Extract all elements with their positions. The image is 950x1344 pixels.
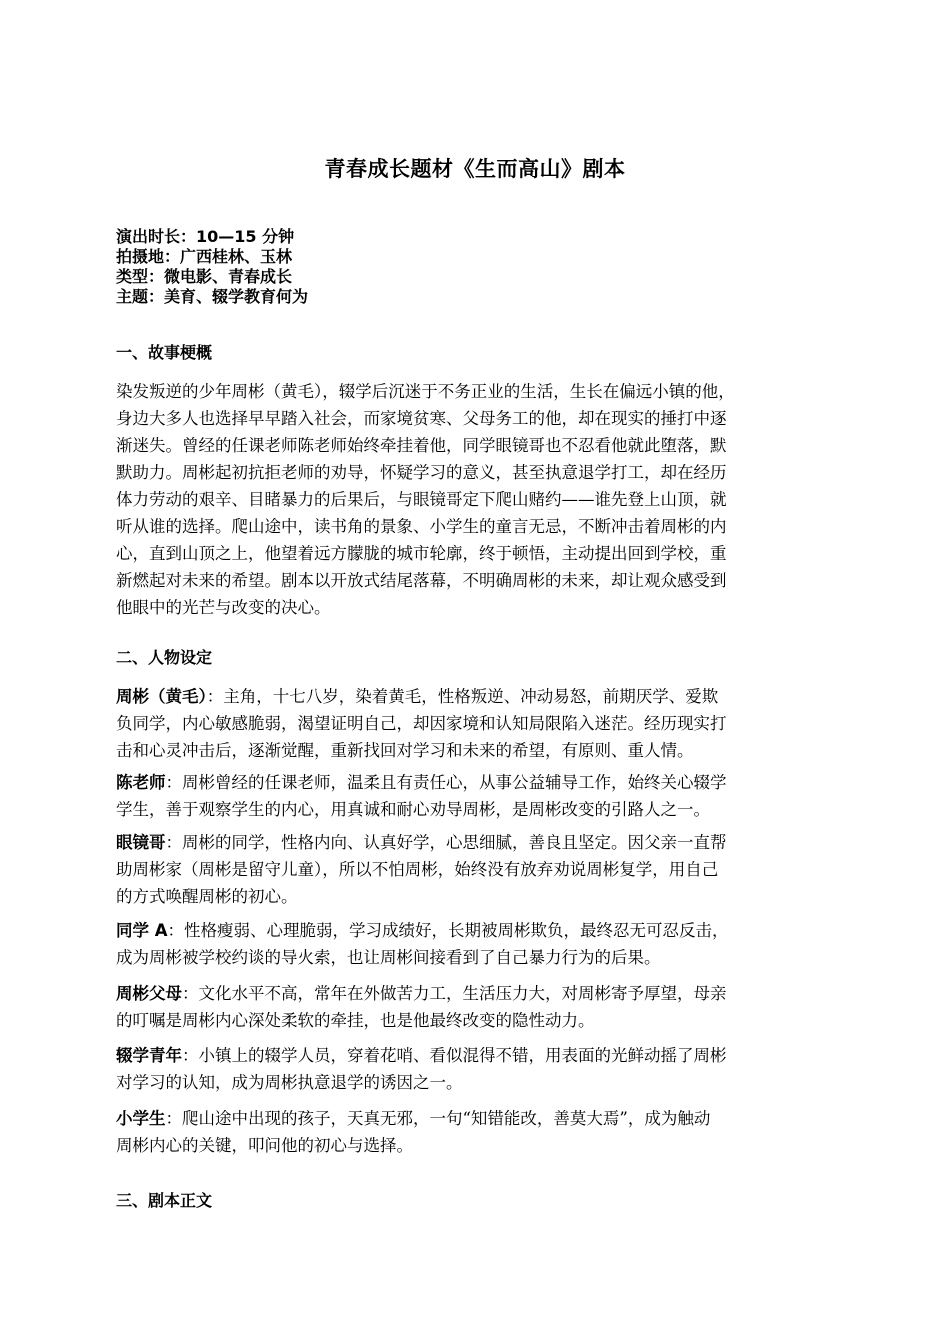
character-description: ：性格瘦弱、心理脆弱，学习成绩好，长期被周彬欺负，最终忍无可忍反击， bbox=[167, 921, 729, 940]
paragraph-line: 染发叛逆的少年周彬（黄毛），辍学后沉迷于不务正业的生活，生长在偏远小镇的他， bbox=[116, 382, 735, 401]
paragraph-line: 对学习的认知，成为周彬执意退学的诱因之一。 bbox=[116, 1073, 463, 1092]
paragraph-line: 听从谁的选择。爬山途中，读书角的景象、小学生的童言无忌，不断冲击着周彬的内 bbox=[116, 517, 727, 536]
character-description: ：文化水平不高，常年在外做苦力工，生活压力大，对周彬寄予厚望，母亲 bbox=[182, 984, 727, 1003]
paragraph-line: 负同学，内心敏感脆弱，渴望证明自己，却因家境和认知局限陷入迷茫。经历现实打 bbox=[116, 714, 727, 733]
character-description: ：周彬的同学，性格内向、认真好学，心思细腻，善良且坚定。因父亲一直帮 bbox=[165, 833, 727, 852]
paragraph-line bbox=[116, 1042, 836, 1069]
paragraph-line: 体力劳动的艰辛、目睹暴力的后果后，与眼镜哥定下爬山赌约——谁先登上山顶，就 bbox=[116, 490, 727, 509]
section-heading-script: 三、剧本正文 bbox=[116, 1191, 213, 1210]
paragraph-line bbox=[116, 1105, 836, 1132]
paragraph-line: 身边大多人也选择早早踏入社会，而家境贫寒、父母务工的他，却在现实的捶打中逐 bbox=[116, 409, 727, 428]
meta-info bbox=[116, 227, 308, 307]
character-description: ：爬山途中出现的孩子，天真无邪，一句“知错能改，善莫大焉”，成为触动 bbox=[165, 1109, 711, 1128]
paragraph-line: 默助力。周彬起初抗拒老师的劝导，怀疑学习的意义，甚至执意退学打工，却在经历 bbox=[116, 463, 727, 482]
paragraph-line: 学生，善于观察学生的内心，用真诚和耐心劝导周彬，是周彬改变的引路人之一。 bbox=[116, 800, 710, 819]
paragraph-line: 周彬内心的关键，叩问他的初心与选择。 bbox=[116, 1136, 413, 1155]
synopsis-paragraph bbox=[116, 378, 836, 621]
character-name: 周彬（黄毛） bbox=[116, 687, 207, 706]
character-name: 陈老师 bbox=[116, 773, 166, 792]
paragraph-line bbox=[116, 769, 836, 796]
paragraph-line: 的方式唤醒周彬的初心。 bbox=[116, 887, 298, 906]
character-name: 小学生 bbox=[116, 1109, 166, 1128]
meta-location: 拍摄地：广西桂林、玉林 bbox=[116, 247, 293, 266]
paragraph-line: 的叮嘱是周彬内心深处柔软的牵挂，也是他最终改变的隐性动力。 bbox=[116, 1011, 595, 1030]
paragraph-line bbox=[116, 917, 836, 944]
character-parents bbox=[116, 980, 836, 1034]
paragraph-line: 渐迷失。曾经的任课老师陈老师始终牵挂着他，同学眼镜哥也不忍看他就此堕落，默 bbox=[116, 436, 727, 455]
character-dropout-youth bbox=[116, 1042, 836, 1096]
character-classmate-a bbox=[116, 917, 836, 971]
character-glasses bbox=[116, 829, 836, 910]
character-description: ：周彬曾经的任课老师，温柔且有责任心，从事公益辅导工作，始终关心辍学 bbox=[165, 773, 727, 792]
paragraph-line: 新燃起对未来的希望。剧本以开放式结尾落幕，不明确周彬的未来，却让观众感受到 bbox=[116, 571, 727, 590]
character-description: ：主角，十七八岁，染着黄毛，性格叛逆、冲动易怒，前期厌学、爱欺 bbox=[206, 687, 719, 706]
character-teacher-chen bbox=[116, 769, 836, 823]
paragraph-line bbox=[116, 829, 836, 856]
character-name: 同学 A bbox=[116, 921, 168, 940]
meta-theme: 主题：美育、辍学教育何为 bbox=[116, 287, 309, 306]
paragraph-line: 他眼中的光芒与改变的决心。 bbox=[116, 598, 331, 617]
paragraph-line: 成为周彬被学校约谈的导火索，也让周彬间接看到了自己暴力行为的后果。 bbox=[116, 948, 661, 967]
document-title: 青春成长题材《生而高山》剧本 bbox=[324, 157, 626, 181]
meta-genre: 类型：微电影、青春成长 bbox=[116, 267, 293, 286]
character-name: 辍学青年 bbox=[116, 1046, 182, 1065]
section-heading-characters: 二、人物设定 bbox=[116, 648, 213, 667]
character-name: 周彬父母 bbox=[116, 984, 182, 1003]
paragraph-line: 心，直到山顶之上，他望着远方朦胧的城市轮廓，终于顿悟，主动提出回到学校，重 bbox=[116, 544, 727, 563]
meta-duration: 演出时长：10—15 分钟 bbox=[116, 227, 295, 246]
character-description: ：小镇上的辍学人员，穿着花哨、看似混得不错，用表面的光鲜动摇了周彬 bbox=[182, 1046, 727, 1065]
character-zhoubin bbox=[116, 683, 836, 764]
paragraph-line bbox=[116, 683, 836, 710]
paragraph-line: 助周彬家（周彬是留守儿童），所以不怕周彬，始终没有放弃劝说周彬复学，用自己 bbox=[116, 860, 719, 879]
paragraph-line: 击和心灵冲击后，逐渐觉醒，重新找回对学习和未来的希望，有原则、重人情。 bbox=[116, 741, 694, 760]
section-heading-synopsis: 一、故事梗概 bbox=[116, 343, 213, 362]
character-pupil bbox=[116, 1105, 836, 1159]
character-name: 眼镜哥 bbox=[116, 833, 166, 852]
paragraph-line bbox=[116, 980, 836, 1007]
